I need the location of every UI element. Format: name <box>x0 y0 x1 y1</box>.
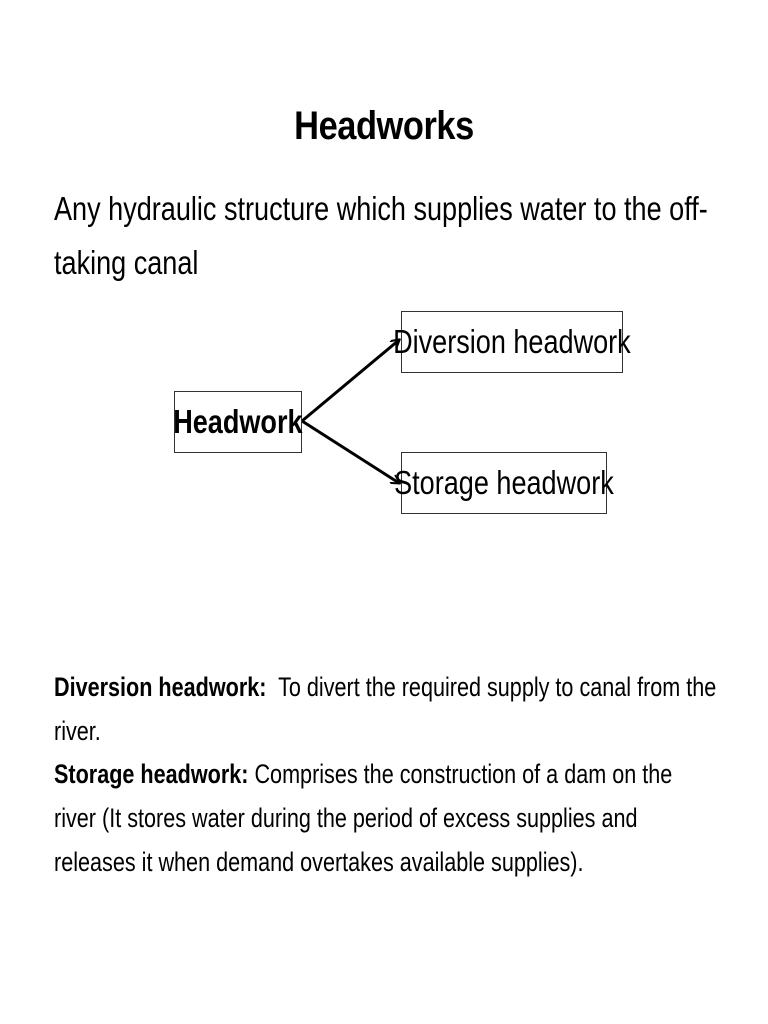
headwork-box-label: Headwork <box>173 403 303 440</box>
storage-headwork-term: Storage headwork: <box>54 759 249 789</box>
arrow-to-storage <box>302 421 399 483</box>
storage-headwork-description: Comprises the construction of a dam on the river (It stores water during the period of excess supplies and releases it when demand overtakes available supplies). <box>54 759 679 877</box>
diversion-headwork-note <box>54 665 742 753</box>
storage-headwork-box-label: Storage headwork <box>394 464 614 501</box>
arrow-to-diversion <box>302 340 399 421</box>
headworks-definition: Any hydraulic structure which supplies water to the off-taking canal <box>54 190 708 281</box>
diversion-headwork-term: Diversion headwork: <box>54 672 267 702</box>
slide-title: Headworks <box>294 104 474 148</box>
storage-headwork-box <box>394 452 614 514</box>
headwork-box <box>174 391 302 453</box>
diversion-headwork-box-label: Diversion headwork <box>393 323 631 360</box>
diversion-headwork-description: To divert the required supply to canal from the river. <box>54 672 723 746</box>
storage-headwork-note <box>54 752 714 884</box>
diversion-headwork-box <box>393 311 631 373</box>
